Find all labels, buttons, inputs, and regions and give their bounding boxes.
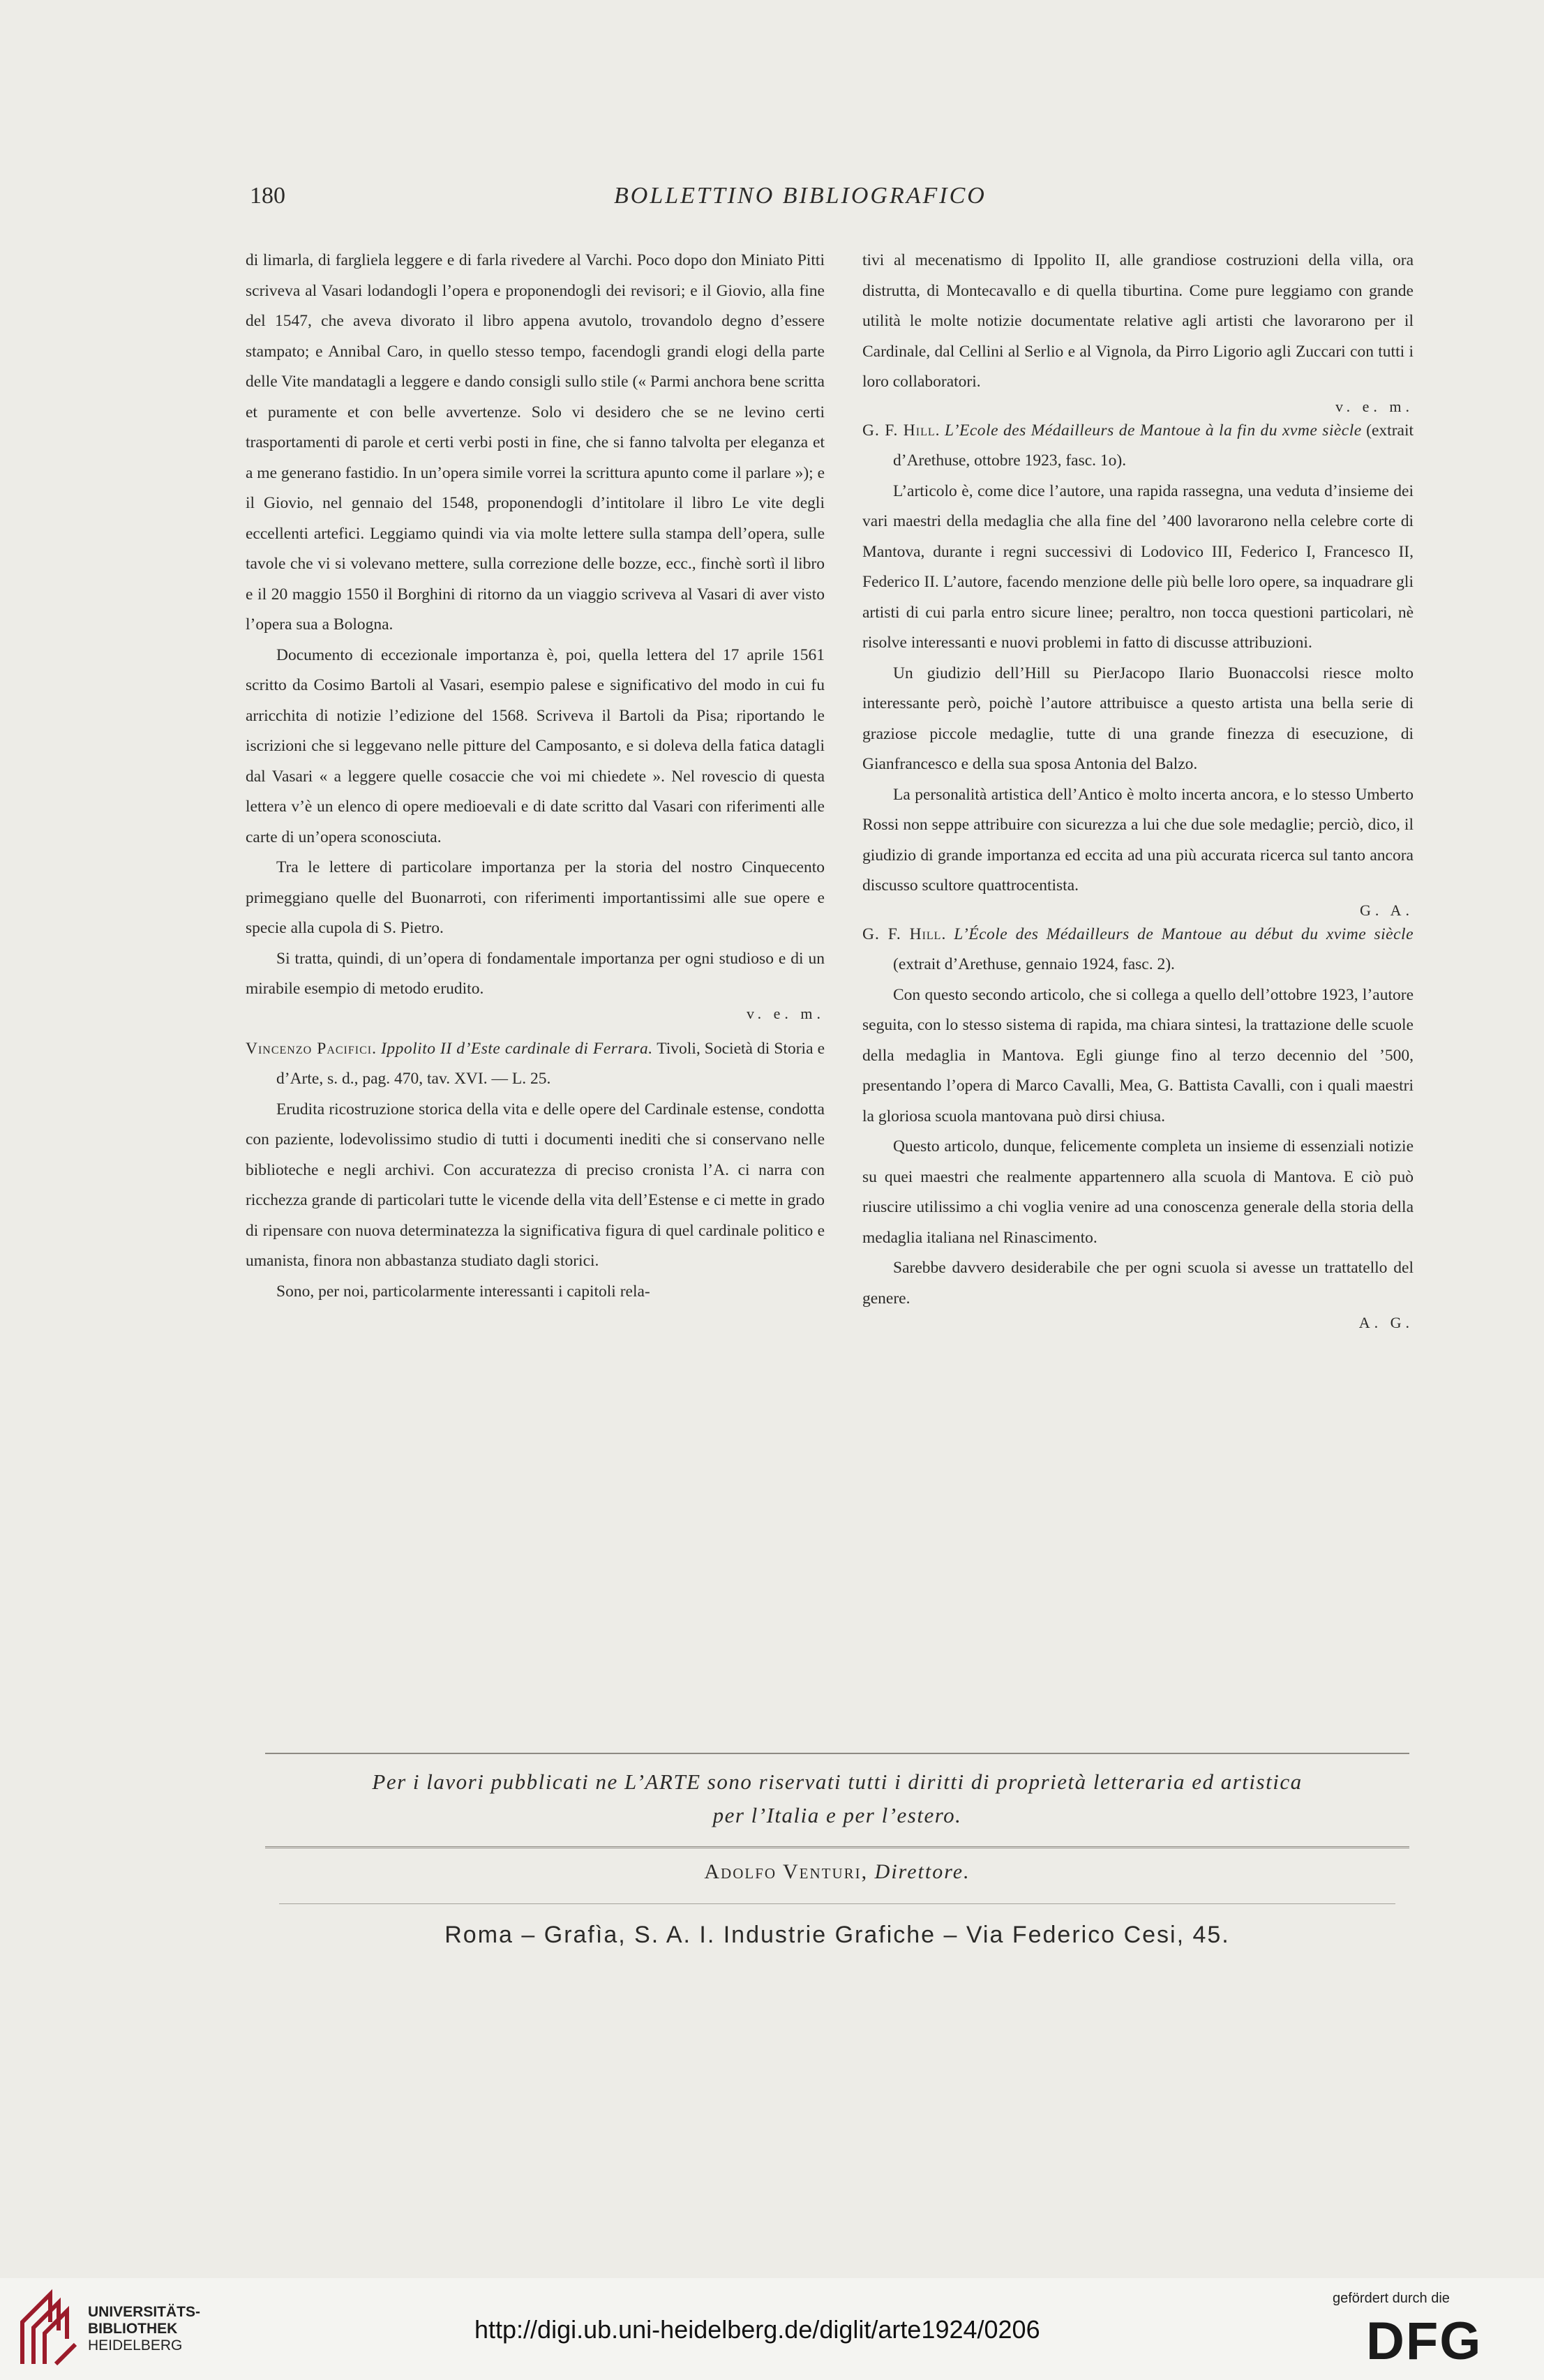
director-line (265, 1860, 1409, 1884)
paragraph: Con questo secondo articolo, che si collega a quello dell’ottobre 1923, l’autore seguita, con lo stesso sistema di rapida, ma chiara sintesi, la trattazione delle scuole della medaglia in Mantova. Egli giunge fino al terzo decennio del ’500, presentando l’opera di Marco Cavalli, Mea, G. Battista Cavalli, con i quali maestri la gloriosa scuola mantovana può dirsi chiusa. (862, 985, 1414, 1125)
left-column (246, 246, 825, 1307)
paragraph: L’articolo è, come dice l’autore, una rapida rassegna, una veduta d’insieme dei vari maestri della medaglia che alla fine del ’400 lavorarono nella celebre corte di Mantova, durante i regni successivi di Lodovico III, Federico I, Francesco II, Federico II. L’autore, facendo menzione delle più belle loro opere, sa inquadrare gli artisti di cui parla entro sicure linee; peraltro, non tocca questioni particolari, nè risolve interessanti e nuovi problemi in fatto di discusse attribuzioni. (862, 481, 1414, 652)
paragraph: Documento di eccezionale importanza è, poi, quella lettera del 17 aprile 1561 scritto da Cosimo Bartoli al Vasari, esempio palese e significativo del modo in cui fu arricchita di notizie l’edizione del 1568. Scriveva il Bartoli da Pisa; riportando le iscrizioni che si leggevano nelle pitture del Camposanto, e si doleva della fatica datagli dal Vasari « a leggere quelle cosaccie che voi mi chiedete ». Nel rovescio di questa lettera v’è un elenco di opere medioevali e di date scritto dal Vasari con riferimenti alle carte di un’opera sconosciuta. (246, 645, 825, 846)
author-initials: v. e. m. (747, 1004, 825, 1022)
running-title: BOLLETTINO BIBLIOGRAFICO (614, 183, 987, 209)
review-heading (862, 920, 1414, 980)
review-heading (246, 1034, 825, 1095)
paragraph: Sarebbe davvero desiderabile che per ogni scuola si avesse un trattatello del genere. (862, 1259, 1414, 1308)
author-initials: G. A. (1359, 901, 1414, 919)
rights-notice (265, 1765, 1409, 1832)
divider (265, 1753, 1409, 1754)
library-name-line: HEIDELBERG (88, 2337, 183, 2353)
paragraph: tivi al mecenatismo di Ippolito II, alle grandiose costruzioni della villa, ora distrutta, di Montecavallo e di quella tiburtina. Come pure leggiamo con grande utilità le molte notizie documentate relative agli artisti che lavorarono per il Cardinale, dal Cellini al Serlio e al Vignola, da Pirro Ligorio agli Zuccari con tutti i loro collaboratori. (862, 251, 1414, 391)
review-author: Vincenzo Pacifici. (246, 1039, 377, 1058)
library-name-line: UNIVERSITÄTS- (88, 2304, 201, 2320)
library-name-line: BIBLIOTHEK (88, 2321, 178, 2337)
paragraph: di limarla, di fargliela leggere e di farla rivedere al Varchi. Poco dopo don Miniato Pitti scriveva al Vasari lodandogli l’opera e proponendogli dei revisori; e il Giovio, alla fine del 1547, che aveva divorato il libro appena avutolo, trovandolo degno d’essere stampato; e Annibal Caro, in quello stesso tempo, facendogli grandi elogi della parte delle Vite mandatagli a leggere e dando consigli sullo stile (« Parmi anchora bene scritta et puramente et con belle avvertenze. Solo vi desidero che se ne levino certi trasportamenti di parole et certi verbi posti in fine, che si fanno talvolta per eleganza et a me generano fastidio. In un’opera simile vorrei la scrittura apunto come il parlare »); e il Giovio, nel gennaio del 1548, proponendogli d’intitolare il libro Le vite degli eccellenti artefici. Leggiamo quindi via via molte lettere sulla stampa dell’opera, sulle tavole che vi si volevano mettere, sulla correzione delle bozze, ecc., finchè sortì il libro e il 20 maggio 1550 il Borghini di ritorno da un viaggio scriveva al Vasari di aver visto l’opera sua a Bologna. (246, 251, 825, 634)
page-number: 180 (250, 183, 285, 209)
paragraph: Sono, per noi, particolarmente interessanti i capitoli rela- (276, 1282, 650, 1301)
paragraph: Erudita ricostruzione storica della vita e delle opere del Cardinale estense, condotta con paziente, lodevolissimo studio di tutti i documenti inediti che si conservano nelle biblioteche e negli archivi. Con accuratezza di preciso cronista l’A. ci narra con ricchezza grande di particolari tutte le vicende della vita dell’Estense e ci mette in grado di ripensare con nuova determinatezza la significativa figura di quel cardinale politico e umanista, finora non abbastanza studiato dagli storici. (246, 1100, 825, 1270)
rights-line: per l’Italia e per l’estero. (712, 1803, 962, 1827)
library-name (88, 2304, 200, 2354)
divider (265, 1846, 1409, 1848)
right-column (862, 246, 1414, 1332)
paragraph: Si tratta, quindi, di un’opera di fondamentale importanza per ogni studioso e di un mirabile esempio di metodo erudito. (246, 949, 825, 998)
paragraph: Questo articolo, dunque, felicemente completa un insieme di essenziali notizie su quei maestri che realmente appartennero alla scuola di Mantova. E ciò può riuscire utilissimo a chi voglia venire ad una conoscenza generale della storia della medaglia italiana nel Rinascimento. (862, 1137, 1414, 1247)
running-head (0, 183, 1544, 218)
director-role: Direttore. (874, 1860, 970, 1883)
author-initials: v. e. m. (1335, 397, 1414, 415)
review-title: L’École des Médailleurs de Mantoue au début du xvime siècle (954, 925, 1414, 943)
review-publication: (extrait d’Arethuse, gennaio 1924, fasc. 2). (893, 955, 1175, 973)
review-title: Ippolito II d’Este cardinale di Ferrara. (381, 1039, 653, 1058)
review-publication: (extrait d’Arethuse, ottobre 1923, fasc. 1o). (893, 421, 1414, 470)
review-author: G. F. Hill. (862, 925, 947, 943)
divider (279, 1903, 1395, 1904)
paragraph: Tra le lettere di particolare importanza per la storia del nostro Cinquecento primeggiano quelle del Buonarroti, con riferimenti importantissimi alle sue opere e specie alla cupola di S. Pietro. (246, 858, 825, 937)
review-author: G. F. Hill. (862, 421, 940, 440)
review-publication: Tivoli, Società di Storia e d’Arte, s. d., pag. 470, tav. XVI. — L. 25. (276, 1039, 825, 1088)
paragraph: La personalità artistica dell’Antico è molto incerta ancora, e lo stesso Umberto Rossi non seppe attribuire con sicurezza a lui che due sole medaglie; perciò, dico, il giudizio di grande importanza ed eccita ad una più accurata ricerca sul tanto ancora discusso scultore quattrocentista. (862, 785, 1414, 895)
review-heading (862, 416, 1414, 477)
author-initials: A. G. (1358, 1314, 1414, 1331)
printer-imprint: Roma – Grafìa, S. A. I. Industrie Grafiche – Via Federico Cesi, 45. (444, 1922, 1230, 1948)
rights-line: Per i lavori pubblicati ne L’ARTE sono riservati tutti i diritti di proprietà letteraria ed artistica (372, 1769, 1303, 1794)
university-library-logo-icon (15, 2287, 84, 2370)
permalink-url[interactable]: http://digi.ub.uni-heidelberg.de/diglit/arte1924/0206 (474, 2315, 1040, 2344)
review-title: L’Ecole des Médailleurs de Mantoue à la fin du xvme siècle (944, 421, 1362, 440)
funding-label: gefördert durch die (1333, 2291, 1450, 2306)
paragraph: Un giudizio dell’Hill su PierJacopo Ilario Buonaccolsi riesce molto interessante però, poichè l’autore attribuisce a questo artista una bella serie di graziose piccole medaglie, tutte di una grande finezza di esecuzione, di Gianfrancesco e della sua sposa Antonia del Balzo. (862, 664, 1414, 773)
dfg-logo: DFG (1366, 2312, 1483, 2371)
director-name: Adolfo Venturi, (704, 1860, 869, 1883)
